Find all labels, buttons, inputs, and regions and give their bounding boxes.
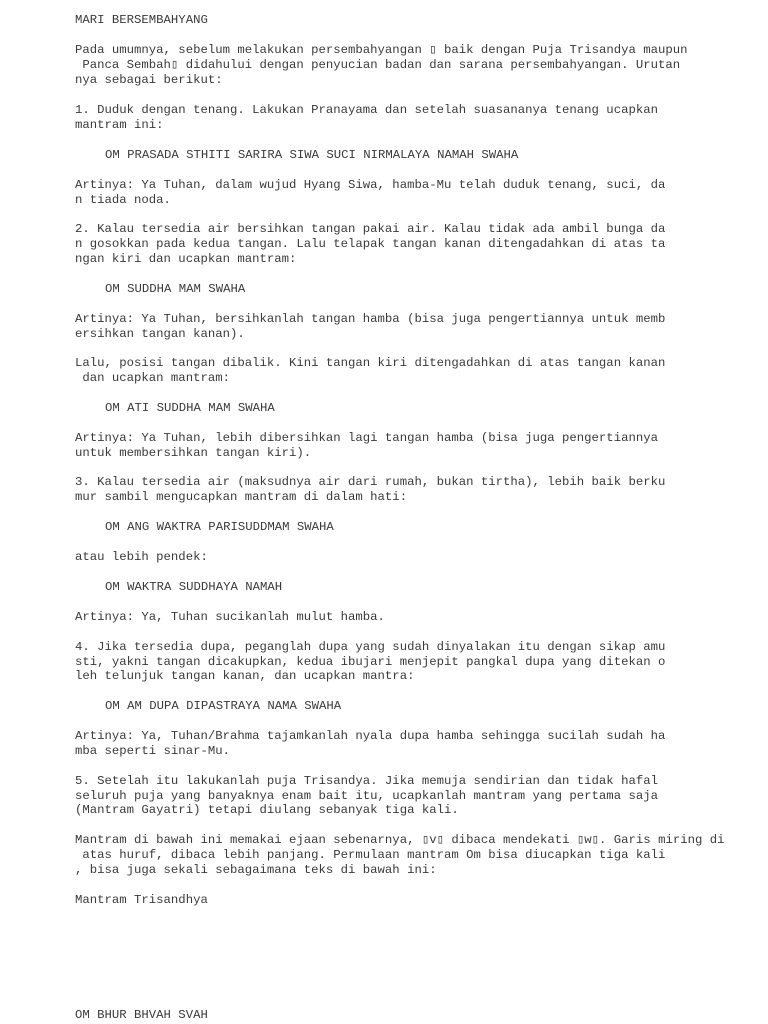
step4-line-1: 4. Jika tersedia dupa, peganglah dupa yang sudah dinyalakan itu dengan sikap amu xyxy=(75,640,666,654)
mantra-ati-suddha: OM ATI SUDDHA MAM SWAHA xyxy=(105,401,275,415)
mantra-waktra-suddhaya: OM WAKTRA SUDDHAYA NAMAH xyxy=(105,580,283,594)
step2-line-3: ngan kiri dan ucapkan mantram: xyxy=(75,252,297,266)
step5-line-2: seluruh puja yang banyaknya enam bait itu, ucapkanlah mantram yang pertama saja xyxy=(75,789,658,803)
arti4-line: Artinya: Ya, Tuhan sucikanlah mulut hamba. xyxy=(75,610,385,624)
heading-trisandhya: Mantram Trisandhya xyxy=(75,893,208,907)
arti2-line-1: Artinya: Ya Tuhan, bersihkanlah tangan hamba (bisa juga pengertiannya untuk memb xyxy=(75,312,666,326)
note-line-2: atas huruf, dibaca lebih panjang. Permulaan mantram Om bisa diucapkan tiga kali xyxy=(75,848,666,862)
step1-line-2: mantram ini: xyxy=(75,118,164,132)
step3-line-2: mur sambil mengucapkan mantram di dalam hati: xyxy=(75,490,408,504)
step5-line-1: 5. Setelah itu lakukanlah puja Trisandya. Jika memuja sendirian dan tidak hafal xyxy=(75,774,658,788)
arti2-line-2: ersihkan tangan kanan). xyxy=(75,327,245,341)
mantra-prasada: OM PRASADA STHITI SARIRA SIWA SUCI NIRMALAYA NAMAH SWAHA xyxy=(105,148,519,162)
mantra-ang-waktra: OM ANG WAKTRA PARISUDDMAM SWAHA xyxy=(105,520,334,534)
intro-line-2: Panca Sembah▯ didahului dengan penyucian badan dan sarana persembahyangan. Urutan xyxy=(75,58,681,72)
lalu-line-1: Lalu, posisi tangan dibalik. Kini tangan kiri ditengadahkan di atas tangan kanan xyxy=(75,356,666,370)
mantra-dupa: OM AM DUPA DIPASTRAYA NAMA SWAHA xyxy=(105,699,342,713)
step3-line-1: 3. Kalau tersedia air (maksudnya air dari rumah, bukan tirtha), lebih baik berku xyxy=(75,475,666,489)
step5-line-3: (Mantram Gayatri) tetapi diulang sebanyak tiga kali. xyxy=(75,803,459,817)
mantra-suddha: OM SUDDHA MAM SWAHA xyxy=(105,282,246,296)
arti5-line-1: Artinya: Ya, Tuhan/Brahma tajamkanlah nyala dupa hamba sehingga sucilah sudah ha xyxy=(75,729,666,743)
arti1-line-1: Artinya: Ya Tuhan, dalam wujud Hyang Siwa, hamba-Mu telah duduk tenang, suci, da xyxy=(75,178,666,192)
intro-line-1: Pada umumnya, sebelum melakukan persembahyangan ▯ baik dengan Puja Trisandya maupun xyxy=(75,43,688,57)
mantra-bhur-bhvah: OM BHUR BHVAH SVAH xyxy=(75,1008,208,1022)
note-line-1: Mantram di bawah ini memakai ejaan sebenarnya, ▯v▯ dibaca mendekati ▯w▯. Garis miring di xyxy=(75,833,725,847)
step2-line-2: n gosokkan pada kedua tangan. Lalu telapak tangan kanan ditengadahkan di atas ta xyxy=(75,237,666,251)
step4-line-2: sti, yakni tangan dicakupkan, kedua ibujari menjepit pangkal dupa yang ditekan o xyxy=(75,655,666,669)
step4-line-3: leh telunjuk tangan kanan, dan ucapkan mantra: xyxy=(75,669,415,683)
lalu-line-2: dan ucapkan mantram: xyxy=(75,371,230,385)
intro-line-3: nya sebagai berikut: xyxy=(75,73,223,87)
note-line-3: , bisa juga sekali sebagaimana teks di bawah ini: xyxy=(75,863,437,877)
arti3-line-1: Artinya: Ya Tuhan, lebih dibersihkan lagi tangan hamba (bisa juga pengertiannya xyxy=(75,431,658,445)
arti5-line-2: mba seperti sinar-Mu. xyxy=(75,744,230,758)
arti3-line-2: untuk membersihkan tangan kiri). xyxy=(75,446,312,460)
step2-line-1: 2. Kalau tersedia air bersihkan tangan pakai air. Kalau tidak ada ambil bunga da xyxy=(75,222,666,236)
document-title: MARI BERSEMBAHYANG xyxy=(75,13,208,27)
step1-line-1: 1. Duduk dengan tenang. Lakukan Pranayama dan setelah suasananya tenang ucapkan xyxy=(75,103,658,117)
atau-line: atau lebih pendek: xyxy=(75,550,208,564)
arti1-line-2: n tiada noda. xyxy=(75,193,171,207)
